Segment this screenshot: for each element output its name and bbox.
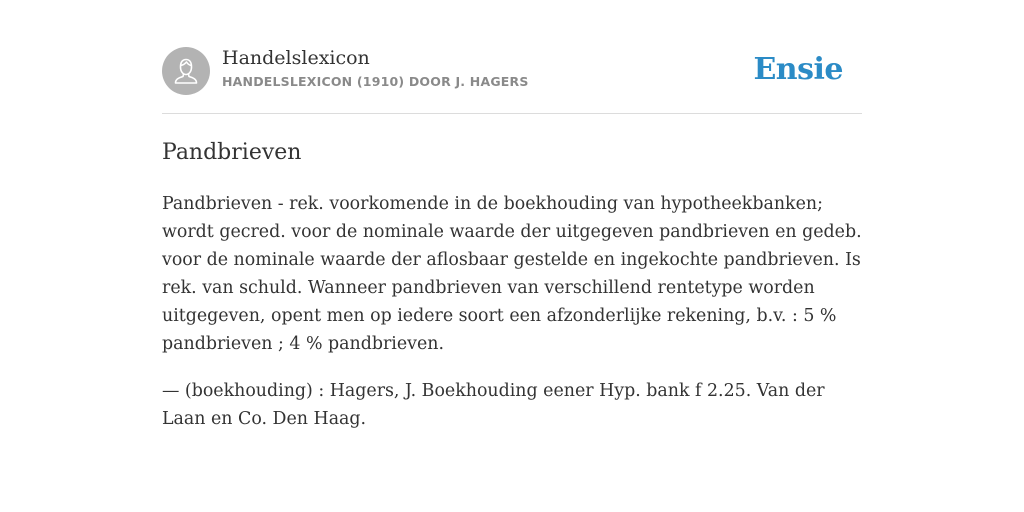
article-title: Pandbrieven — [162, 140, 302, 165]
article-body — [162, 190, 864, 452]
user-icon — [162, 47, 210, 95]
article-paragraph: Pandbrieven - rek. voorkomende in de boekhouding van hypotheekbanken; wordt gecred. voor de nominale waarde der uitgegeven pandbrieven en gedeb. voor de nominale waarde der aflosbaar gestelde en ingekochte pandbrieven. Is rek. van schuld. Wanneer pandbrieven van verschillend rentetype worden uitgegeven, opent men op iedere soort een afzonderlijke rekening, b.v. : 5 % pandbrieven ; 4 % pandbrieven. — [162, 194, 862, 354]
source-header — [162, 46, 862, 96]
source-subtitle: HANDELSLEXICON (1910) DOOR J. HAGERS — [222, 74, 529, 89]
header-divider — [162, 113, 862, 114]
brand-logo[interactable]: Ensie — [753, 52, 843, 87]
article-paragraph: — (boekhouding) : Hagers, J. Boekhouding eener Hyp. bank f 2.25. Van der Laan en Co. Den Haag. — [162, 381, 825, 429]
source-avatar[interactable] — [162, 47, 210, 95]
source-name-link[interactable]: Handelslexicon — [222, 47, 370, 69]
